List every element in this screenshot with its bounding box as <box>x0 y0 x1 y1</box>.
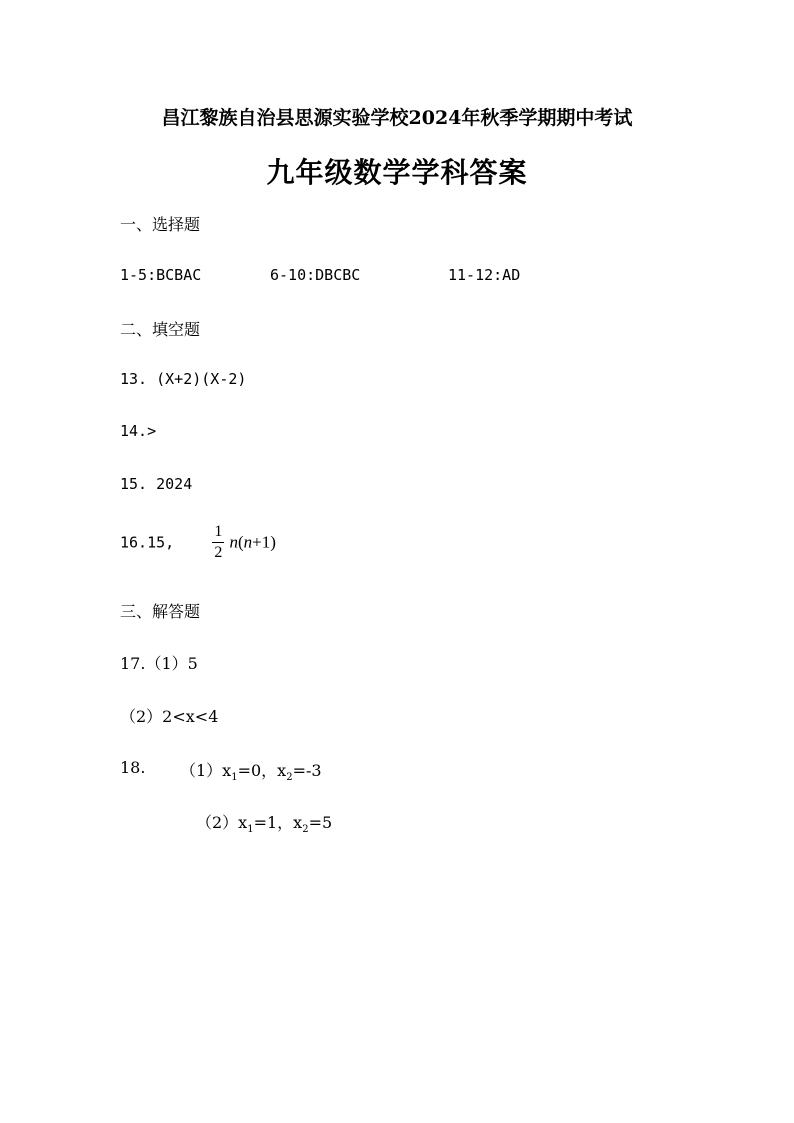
q18a-end: =-3 <box>292 761 322 780</box>
answer-q18-number: 18. <box>120 758 146 777</box>
section-heading-solve: 三、解答题 <box>120 602 201 621</box>
section-heading-choice: 一、选择题 <box>120 215 201 234</box>
choice-answers-1-5: 1-5:BCBAC <box>120 266 202 284</box>
var-n: n <box>229 532 238 552</box>
fraction-one-half <box>212 522 224 563</box>
answer-q18-part2 <box>196 810 332 835</box>
fraction-numerator: 1 <box>212 522 224 543</box>
q18b-mid: =1，x <box>253 813 303 832</box>
q18b-sub2: 2 <box>302 824 309 836</box>
section-heading-fill: 二、填空题 <box>120 320 201 339</box>
answer-q16-prefix: 16.15, <box>120 533 175 552</box>
answer-q14: 14.> <box>120 422 157 440</box>
document-title: 九年级数学学科答案 <box>266 156 528 189</box>
paren-open: ( <box>237 532 244 552</box>
fraction-denominator: 2 <box>214 544 223 561</box>
q18a-sub1: 1 <box>231 772 238 784</box>
answer-q13: 13. (X+2)(X-2) <box>120 370 247 388</box>
var-n-2: n <box>243 532 253 552</box>
q18b-label: （2）x <box>196 813 248 832</box>
q18b-sub1: 1 <box>247 824 254 836</box>
q18b-end: =5 <box>308 813 333 832</box>
answer-q17-part1: 17.（1）5 <box>120 654 198 673</box>
answer-q18-part1 <box>180 758 322 783</box>
plus-one: +1) <box>252 532 276 552</box>
choice-answers-11-12: 11-12:AD <box>448 266 521 284</box>
school-title: 昌江黎族自治县思源实验学校2024年秋季学期期中考试 <box>161 107 633 129</box>
q18a-sub2: 2 <box>286 772 293 784</box>
answer-q17-part2: （2）2<x<4 <box>120 707 219 726</box>
q18a-mid: =0，x <box>237 761 287 780</box>
choice-answers-6-10: 6-10:DBCBC <box>270 266 361 284</box>
answer-q15: 15. 2024 <box>120 475 193 493</box>
answer-q16-expression <box>229 533 275 552</box>
answer-q16 <box>120 522 276 563</box>
q18a-label: （1）x <box>180 761 232 780</box>
